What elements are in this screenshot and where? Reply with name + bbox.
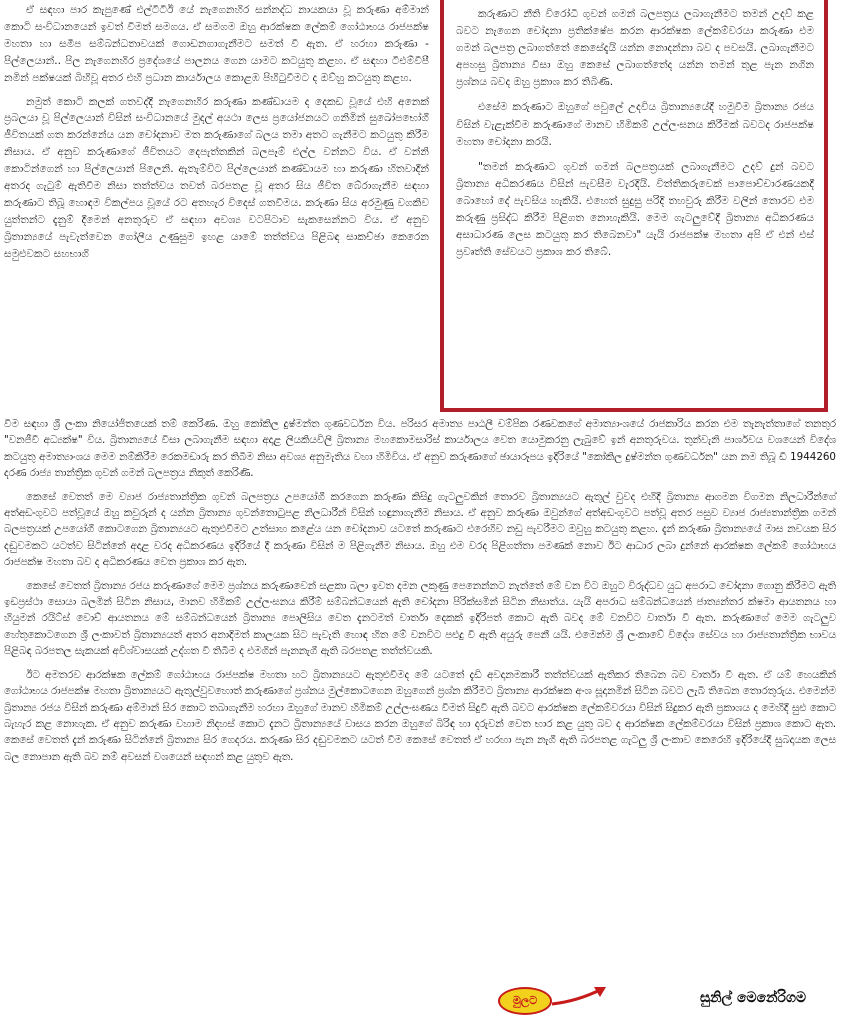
article-footer [0, 984, 841, 1024]
boxed-sidebar [440, 0, 828, 412]
paragraph: කෙසේ වෙතත් බ්‍රිතාන්‍ය රජය කරුණාගේ මෙම ප්‍රශ්නය කරුණාවෙන් සළකා බලා ඉවත දමන ලකුණු පෙනෙන්නට නැත්තේ මේ වන විට ඔහුට විරුද්ධව යුධ අපරාධ චෝදනා ගොනු කිරීමට ඇති ඉඩප්‍රස්ථා සොයා බලමින් සිටින නිසාය, මානව හිමිකම් උල්ලංඝනය කිරීම් සම්බන්ධයෙන් ඇති චෝදනා පිරික්සමින් සිටින නිසාත්ය. යැයි අපරාධ සම්බන්ධයෙන් ජාත්‍යන්තර ක්ෂමා ආයතනය හා හියුමන් රයිට්ස් වොච් ආයතනය මේ සම්බන්ධයෙන් බ්‍රිතාන්‍ය පොලිසිය වෙත දැනටමත් වාර්තා දෙකක් ඉදිරිපත් කොට ඇති බවද මේ වනවිට වාර්තා වී ඇත. කරුණාගේ මෙම ගැටලුව හේතුකොටගෙන ශ්‍රී ලංකාවත් බ්‍රිතාන්‍යයත් අතර අනාදිමත් කාලයක සිට පැවැති හොඳ හිත මේ වනවිට පළුදු වී ඇති අයුරු පෙනී යයි. එමෙන්ම ශ්‍රී ලංකාවේ විදේශ සේවය හා රාජ්‍යතාන්ත්‍රික භාවය පිළිබඳ බරපතල සැකයක් අවිශ්වාසයක් උද්ගත වී තිබීම ද එමගින් පැනනැගී ඇති බරපතළ තත්ත්වයකි. [4, 579, 836, 658]
full-width-body [4, 416, 836, 772]
home-button-label: මුලට [512, 994, 538, 1007]
arrow-icon [550, 984, 610, 1008]
paragraph: "තමන් කරුණාට ගුවන් ගමන් බලපත්‍රයක් ලබාගැනීමට උදව් දුන් බවට බ්‍රිතාන්‍ය අධිකරණය විසින් පැවසීම වැරදියි. විත්තිකරුවෙක් පාපොච්චාරණයකදී බොහෝ දේ පැවසිය හැකියි. එහෙත් සුදුසු පරිදි තහවුරු කිරීම වලින් තොරව එම කරුණු ප්‍රසිද්ධ කිරීම පිළිගත නොහැකියි. මෙම ගැටලුවේදී බ්‍රිතාන්‍ය අධිකරණය අසාධාරණ ලෙස කටයුතු කර තිබෙනවා" යැයි රාජපක්ෂ මහතා අපි ඒ එන් එස් ප්‍රවෘත්ති සේවයට ප්‍රකාශ කර තිබේ. [456, 160, 814, 259]
paragraph: ඒ සඳහා පාර කැපුණේ එල්ටීටීඊ යේ නැගෙනහිර සන්නද්ධ නායකයා වූ කරුණා අම්මාන් කොටි සංවිධානයෙන් ඉවත් වීමත් සමගය. ඒ සමගම ඔහු ආරක්ෂක ලේකම් ගෝඨාභය රාජපක්ෂ මහතා හා සමීප සම්බන්ධතාවයක් ගොඩනගාගැනීමට සමත් වී ඇත. ඒ හරහා කරුණා - පිල්ලෙයාන්.. පිල නැගෙනහිර ප්‍රදේශයේ පාලනය ගෙන යාමට කටයුතු කළහ. ඒ සඳහා ටීඑම්වීපී නමින් පක්ෂයක් බිහිවූ අතර එහි ප්‍රධාන කාර්යාලය කොළඹ පිහිටුවීමට ද ඔව්හු කටයුතු කළහ. [4, 4, 429, 84]
paragraph: කරුණාට නීති විරෝධී ගුවන් ගමන් බලපත්‍රය ලබාගැනීමට තමන් උදව් කළ බවට නැගෙන චෝදනා ප්‍රතික්ෂේප කරන ආරක්ෂක ලේකම්වරයා කරුණා එම ගමන් බලපත්‍ර ලබාගත්තේ කෙසේදැයි යන්න නොදන්නා බව ද පවසයි. ලබාගැනීමට අපහසු බ්‍රිතාන්‍ය වීසා ඔහු කෙසේ ලබාගත්තේද යන්න තමන් තුළ පැන නගින ප්‍රශ්නය බවද ඔහු ප්‍රකාශ කර තිබිණි. [456, 8, 814, 89]
left-column [4, 2, 429, 270]
paragraph: ඊට අමතරව ආරක්ෂක ලේකම් ගෝඨාභය රාජපක්ෂ මහතා හට බ්‍රිතාන්‍යයට ඇතුළුවීමද මේ යටතේ දැඩි අවදානමකාරී තත්ත්වයක් ඇතිකර තිබෙන බව වාර්තා වී ඇත. ඒ යම් හෙයකින් ගෝඨාභය රාජපක්ෂ මහතා බ්‍රිතාන්‍යයට ඇතුල්වුවහොත් කරුණාගේ ප්‍රශ්නය මුල්කොටගෙන ඔහුගෙන් ප්‍රශ්න කිරීමට බ්‍රිතාන්‍ය ආරක්ෂක අංශ සූදානමින් සිටින බවට ලැබී තිබෙන තොරතුරුය. එමෙන්ම බ්‍රිතාන්‍ය රජය විසින් කරුණා අම්මාන් සිර කොට තබාගැනීම හරහා ඔහුගේ මානව හිමිකම් උල්ලංඝණය වීමත් සිදුවී ඇති බවට ආරක්ෂක ලේකම්වරයා විසින් සිදුකර ඇති ප්‍රකාශය ද මෙහිදී සුළු කොට බැහැර කළ නොහැක. ඒ අනුව කරුණා වහාම නිදහස් කොට දැනට බ්‍රිතාන්‍යයේ වාසය කරන ඔහුගේ බිරිඳ හා දරුවන් වෙත භාර කළ යුතු බව ද ආරක්ෂක ලේකම්වරයා විසින් ප්‍රකාශ කොට ඇත. කෙසේ වෙතත් දැන් කරුණා සිටින්නේ බ්‍රිතාන්‍ය සිර ගෙදරය. කරුණා සිර දඬුවමකට යටත් වීම කෙසේ වෙතත් ඒ හරහා පැන නැගී ඇති බරපතළ ගැටලු ශ්‍රී ලංකාව කෙරෙහි ඉදිරියේදී සුබදායක ලෙස බල නොපාන ඇති බව නම් අවසන් වශයෙන් සඳහන් කළ යුතුව ඇත. [4, 668, 836, 763]
home-button[interactable] [498, 987, 552, 1015]
paragraph: එසේම කරුණාට ඔහුගේ පවුලේ උදවිය බ්‍රිතාන්‍යයේදී හමුවීම බ්‍රිතාන්‍ය රජය විසින් වැළැක්වීම කරුණාගේ මානව හිමිකම් උල්ලංඝනය කිරීමක් බවටද රාජපක්ෂ මහතා චෝදනා කරයි. [456, 101, 814, 148]
paragraph: කෙසේ වෙතත් මෙ ව්‍යාජ රාජ්‍යතාන්ත්‍රික ගුවන් බලපත්‍රය උපයෝගී කරගෙන කරුණා කිසිදු ගැටලුවකින් තොරව බ්‍රිතාන්‍යයට ඇතුල් වුවද එහිදී බ්‍රිතාන්‍ය ආගමන විගමන නිලධාරීන්ගේ අත්අඩංගුවට පත්වූයේ ඔහු කවුරුන් ද යන්න බ්‍රිතාන්‍ය ගුවන්තොටුපළ නිලධාරීන් විසින් හඳුනාගැනීම නිසාය. ඒ අනුව කරුණා ඔවුන්ගේ අත්අඩංගුවට පත්වූ අතර පසුව ව්‍යාජ රාජ්‍යතාන්ත්‍රික ගමන් බලපත්‍රයක් උපයෝගී කොටගෙන බ්‍රිතාන්‍යයට ඇතුළුවීමට උත්සාහ කළේය යන චෝදනාව යටතේ කරුණාට එරෙහිව නඩු පැවරීමට ඔවුහු කටයුතු කළහ. දැන් කරුණා බ්‍රිතාන්‍යයේ මාස නවයක සිර දඬුවමකට යටත්ව සිටින්නේ අදාළ වරද අධිකරණය ඉදිරියේ දී කරුණා විසින් ම පිළිගැනීම නිසාය. ඔහු එම වරද පිළිගත්තා පමණක් නොව ඊට ආධාර ලබා දුන්නේ ආරක්ෂක ලේකම් ගෝඨාභය රාජපක්ෂ මහතා බව ද අධිකරණය වෙත ප්‍රකාශ කර ඇත. [4, 490, 836, 569]
paragraph: නමුත් කොටි කලක් ගතවද්දී නැගෙනහිර කරුණා කණ්ඩායම ද දෙකඩ වූයේ එහි අනෙක් ප්‍රබලයා වූ පිල්ලෙයාන් විසින් සංවිධානයේ මුදල් අයථා ලෙස ප්‍රයෝජනයට ගනිමින් සුඛෝපභෝගී ජීවිතයක් ගත කරන්නේය යන චෝදනාව මත කරුණාගේ බලය තමා අතට ගැනීමට කටයුතු කිරීම නිසාය. ඒ අනුව කරුණාගේ ජීවිතයට දෙපැත්තකින් බලපෑම් එල්ල වන්නට විය. ඒ වන්නි කොටින්ගෙන් හා පිල්ලෙයාන් පිලෙනි. ඇතැම්විට පිල්ලෙයාන් කණ්ඩායම හා කරුණා හිතවාදීන් අතරද ගැටුම් ඇතිවීම නිසා තත්ත්වය තවත් බරපතළ වූ අතර සිය ජීවිත බේරාගැනීම සඳහා කරුණාට තිබූ හොඳම විකල්පය වූයේ රට අතහැර විදෙස් ගතවීමය. කරුණා සිය අරමුණු වගකිව යුත්තන්ට දැනුම් දීමෙන් අනතුරුව ඒ සඳහා අවශ්‍ය වටපිටාව සැකසෙන්නට විය. ඒ අනුව බ්‍රිතාන්‍යයේ පැවැත්වෙන ගෝලීය උණුසුම ඉහළ යාමේ තත්ත්වය පිළිබඳ සාකච්ඡා කෙරෙන සමුළුවකට සහභාගි [4, 95, 429, 260]
author-name: සුනිල් මෙනේරිගම [700, 990, 807, 1006]
paragraph: වීම සඳහා ශ්‍රී ලංකා නියෝජිතයෙක් තම් කෙරිණ. ඔහු කෝකිල දුෂ්මන්ත ගුණවර්ධන විය. පරිසර අමාත්‍ය පාඨලී චම්පික රණවකගේ අමාත්‍යාංශයේ රාජකාරිය කරන එම තැනැත්තාගේ තනතුර "වනජීවී අධ්‍යක්ෂ" විය. බ්‍රිතාන්‍යයේ වීසා ලබාගැනීම සඳහා අදාළ ලියකියවිලි බ්‍රිතාන්‍ය මහකොමසාරිස් කාර්යාලය වෙත යොමුකරනු ලැබුවේ ඉන් අනතුරුවය. තුන්වැනි පාර්ශවය වශයෙන් විදේශ කටයුතු අමාත්‍යාංශය මෙම නම්කිරීම රෙකමඩාරු කර තිබීම නිසා අවශ්‍ය අනුමැතිය වහා හිමිවිය. ඒ අනුව කරුණාගේ ඡායාරූපය ඉදිරියේ "කෝකිල දුෂ්මන්ත ගුණවර්ධන" යන නම තිබූ ඩී 1944260 දරණ රාජ්‍ය තාන්ත්‍රික ගුවන් ගමන් බලපත්‍රය නිකුත් කෙරිණි. [4, 418, 836, 480]
